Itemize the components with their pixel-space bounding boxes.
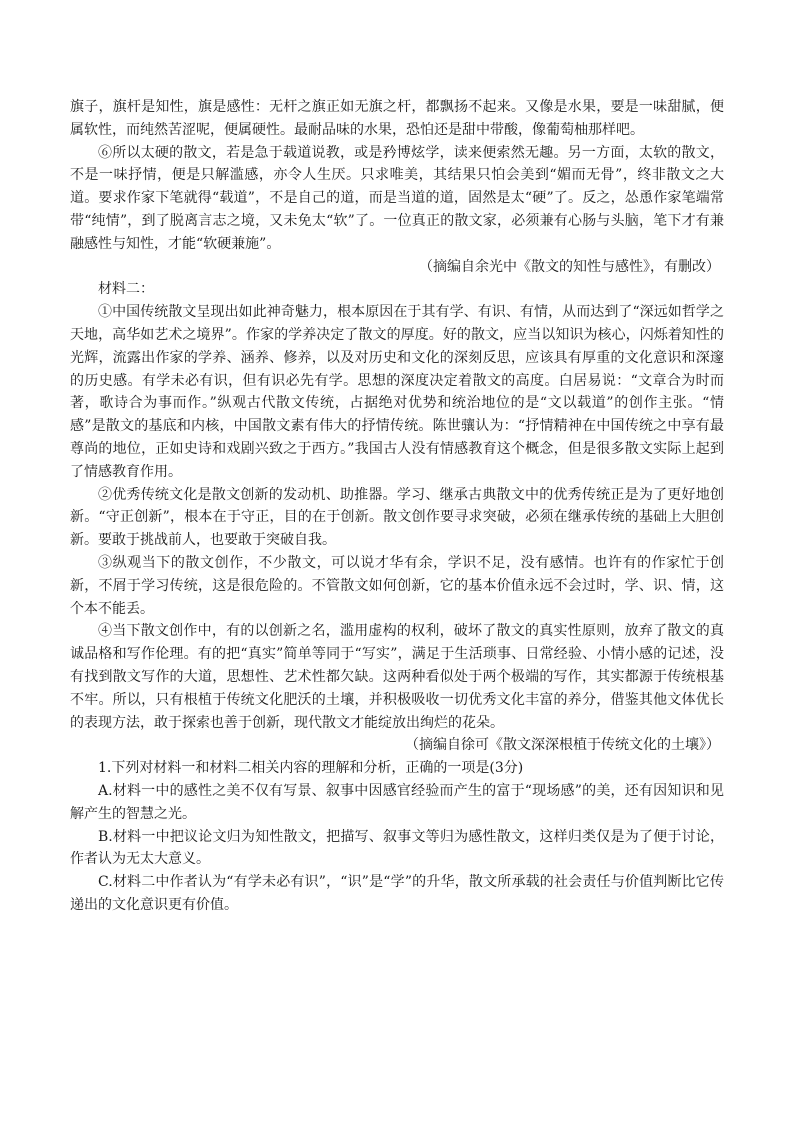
paragraph-continuation: 旗子，旗杆是知性，旗是感性：无杆之旗正如无旗之杆，都飘扬不起来。又像是水果，要是一味甜腻，便属软性，而纯然苦涩呢，便属硬性。最耐品味的水果，恐怕还是甜中带酸，像葡萄柚那样吧。 (70, 99, 724, 138)
paragraph-m2-1: ①中国传统散文呈现出如此神奇魅力，根本原因在于其有学、有识、有情，从而达到了“深远如哲学之天地，高华如艺术之境界”。作家的学养决定了散文的厚度。好的散文，应当以知识为核心，闪烁着知性的光辉，流露出作家的学养、涵养、修养，以及对历史和文化的深刻反思，应该具有厚重的文化意识和深邃的历史感。有学未必有识，但有识必先有学。思想的深度决定着散文的高度。白居易说：“文章合为时而著，歌诗合为事而作。”纵观古代散文传统，占据绝对优势和统治地位的是“文以载道”的创作主张。“情感”是散文的基底和内核，中国散文素有伟大的抒情传统。陈世骧认为：“抒情精神在中国传统之中享有最尊尚的地位，正如史诗和戏剧兴致之于西方。”我国古人没有情感教育这个概念，但是很多散文实际上起到了情感教育作用。 (70, 304, 724, 480)
document-page (70, 96, 724, 917)
question-1-option-a: A.材料一中的感性之美不仅有写景、叙事中因感官经验而产生的富于“现场感”的美，还有因知识和见解产生的智慧之光。 (70, 782, 724, 822)
source-citation-1: （摘编自余光中《散文的知性与感性》，有删改） (419, 258, 720, 275)
question-1-option-b: B.材料一中把议论文归为知性散文，把描写、叙事文等归为感性散文，这样归类仅是为了便于讨论，作者认为无太大意义。 (70, 828, 724, 868)
paragraph-m2-3: ③纵观当下的散文创作，不少散文，可以说才华有余，学识不足，没有感情。也许有的作家忙于创新，不屑于学习传统，这是很危险的。不管散文如何创新，它的基本价值永远不会过时，学、识、情，这个本不能丢。 (70, 554, 724, 617)
material-two-heading: 材料二： (98, 281, 154, 298)
paragraph-m2-4: ④当下散文创作中，有的以创新之名，滥用虚构的权利，破坏了散文的真实性原则，放弃了散文的真诚品格和写作伦理。有的把“真实”简单等同于“写实”，满足于生活琐事、日常经验、小情小感的记述，没有找到散文写作的大道，思想性、艺术性都欠缺。这两种看似处于两个极端的写作，其实都源于传统根基不牢。所以，只有根植于传统文化肥沃的土壤，并积极吸收一切优秀文化丰富的养分，借鉴其他文体优长的表现方法，敢于探索也善于创新，现代散文才能绽放出绚烂的花朵。 (70, 623, 724, 731)
paragraph-6: ⑥所以太硬的散文，若是急于载道说教，或是矜博炫学，读来便索然无趣。另一方面，太软的散文，不是一味抒情，便是只解滥感，亦令人生厌。只求唯美，其结果只怕会美到“媚而无骨”，终非散文之大道。要求作家下笔就得“载道”，不是自己的道，而是当道的道，固然是太“硬”了。反之，怂恿作家笔端常带“纯情”，到了脱离言志之境，又未免太“软”了。一位真正的散文家，必须兼有心肠与头脑，笔下才有兼融感性与知性，才能“软硬兼施”。 (70, 144, 724, 252)
source-citation-2: （摘编自徐可《散文深深根植于传统文化的土壤》） (405, 737, 720, 754)
question-1-option-c: C.材料二中作者认为“有学未必有识”，“识”是“学”的升华，散文所承载的社会责任与价值判断比它传递出的文化意识更有价值。 (70, 874, 724, 913)
question-1-stem: 1.下列对材料一和材料二相关内容的理解和分析，正确的一项是(3分) (98, 760, 524, 777)
paragraph-m2-2: ②优秀传统文化是散文创新的发动机、助推器。学习、继承古典散文中的优秀传统正是为了更好地创新。“守正创新”，根本在于守正，目的在于创新。散文创作要寻求突破，必须在继承传统的基础上大胆创新。要敢于挑战前人，也要敢于突破自我。 (70, 486, 724, 549)
